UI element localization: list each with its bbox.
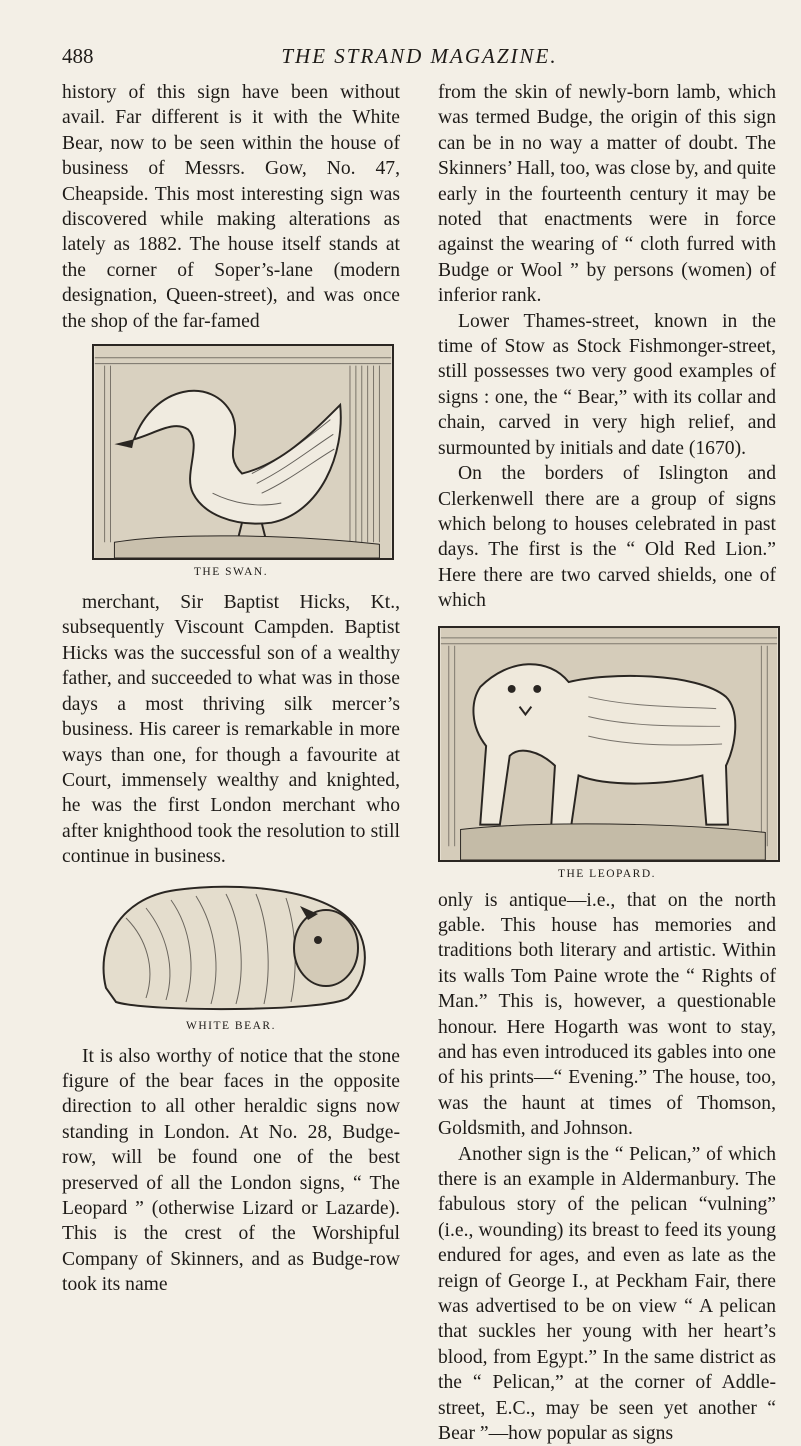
running-title: THE STRAND MAGAZINE. [281, 44, 558, 68]
white-bear-caption: WHITE BEAR. [186, 1019, 276, 1032]
right-paragraph-3: On the borders of Islington and Clerkenwell there are a group of signs which belong to houses celebrated in past days. The first is the “ Old Red Lion.” Here there are two carved shields, one of which [438, 463, 776, 612]
page-header [62, 44, 777, 74]
leopard-engraving-icon [440, 628, 778, 860]
page-number: 488 [62, 44, 94, 68]
left-paragraph-3: It is also worthy of notice that the stone figure of the bear faces in the opposite direction to all other heraldic signs now standing in London. At No. 28, Budge-row, will be found one of the best preserved of all the London signs, “ The Leopard ” (otherwise Lizard or Lazarde). This is the crest of the Worshipful Company of Skinners, and as Budge-row took its name [62, 1045, 400, 1296]
swan-caption: THE SWAN. [193, 566, 269, 579]
right-paragraph-1: from the skin of newly-born lamb, which was termed Budge, the origin of this sign can be in no way a matter of doubt. The Skinners’ Hall, too, was close by, and quite early in the fourteenth century it may be noted that enactments were in force against the wearing of “ cloth furred with Budge or Wool ” by persons (women) of inferior rank. [438, 82, 776, 307]
swan-illustration [92, 344, 394, 560]
right-paragraph-2: Lower Thames-street, known in the time of Stow as Stock Fishmonger-street, still possesses two very good examples of signs : one, the “ Bear,” with its collar and chain, carved in very high relief, and surmounted by initials and date (1670). [438, 310, 776, 459]
swan-engraving-icon [94, 346, 392, 558]
right-paragraph-4: only is antique—i.e., that on the north gable. This house has memories and traditions both literary and artistic. Within its walls Tom Paine wrote the “ Rights of Man.” This is, however, a questionable honour. Here Hogarth was wont to stay, and has even introduced its gables into one of his prints—“ Evening.” The house, too, was the haunt at times of Thomson, Goldsmith, and Johnson. [438, 889, 776, 1140]
bear-engraving-icon [86, 878, 374, 1014]
right-column [438, 80, 776, 1446]
leopard-caption: THE LEOPARD. [557, 867, 657, 880]
left-paragraph-1: history of this sign have been without avail. Far different is it with the White Bear, now to be seen within the house of business of Messrs. Gow, No. 47, Cheapside. This most interesting sign was discovered while making alterations as lately as 1882. The house itself stands at the corner of Soper’s-lane (modern designation, Queen-street), and was once the shop of the far-famed [62, 82, 400, 332]
figure-leopard [438, 626, 776, 880]
white-bear-illustration [86, 878, 374, 1014]
left-paragraph-2: merchant, Sir Baptist Hicks, Kt., subsequently Viscount Campden. Baptist Hicks was the successful son of a wealthy father, and succeeded to what was in those days a most thriving silk mercer’s business. His career is remarkable in more ways than one, for though a favourite at Court, immensely wealthy and knighted, he was the first London merchant who after knighthood took the resolution to still continue in business. [62, 592, 400, 868]
right-paragraph-5: Another sign is the “ Pelican,” of which there is an example in Aldermanbury. The fabulous story of the pelican “vulning” (i.e., wounding) its breast to feed its young endured for ages, and even as late as the reign of George I., at Peckham Fair, there was advertised to be on view “ A pelican that suckles her young with her heart’s blood, from Egypt.” In the same district as the “ Pelican,” at the corner of Addle-street, E.C., may be seen yet another “ Bear ”—how popular as signs [438, 1143, 776, 1445]
leopard-illustration [438, 626, 780, 862]
left-column [62, 80, 400, 1298]
figure-swan [62, 344, 400, 578]
figure-white-bear [62, 878, 400, 1032]
